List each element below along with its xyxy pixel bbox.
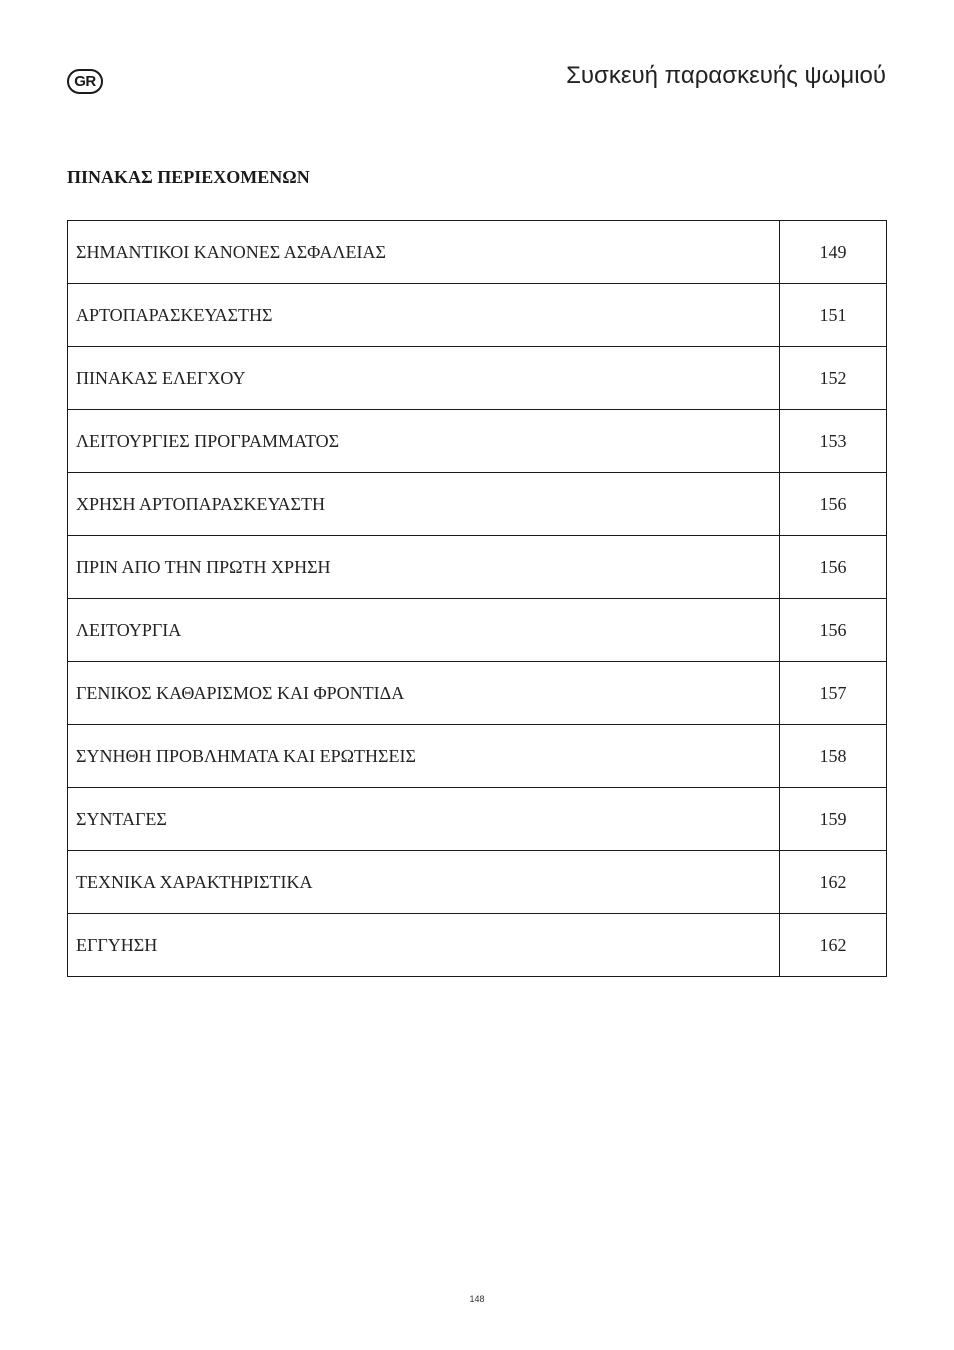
- document-title: Συσκευή παρασκευής ψωμιού: [566, 62, 886, 89]
- toc-entry-page: 156: [780, 536, 887, 599]
- toc-entry-title: ΤΕΧΝΙΚΑ ΧΑΡΑΚΤΗΡΙΣΤΙΚΑ: [68, 851, 780, 914]
- toc-entry-title: ΠΙΝΑΚΑΣ ΕΛΕΓΧΟΥ: [68, 347, 780, 410]
- toc-entry-title: ΓΕΝΙΚΟΣ ΚΑΘΑΡΙΣΜΟΣ ΚΑΙ ΦΡΟΝΤΙΔΑ: [68, 662, 780, 725]
- toc-row: [68, 914, 887, 977]
- toc-entry-page: 156: [780, 473, 887, 536]
- toc-row: [68, 662, 887, 725]
- toc-entry-title: ΑΡΤΟΠΑΡΑΣΚΕΥΑΣΤΗΣ: [68, 284, 780, 347]
- toc-entry-page: 153: [780, 410, 887, 473]
- toc-table: [67, 220, 887, 977]
- toc-entry-title: ΣΥΝΤΑΓΕΣ: [68, 788, 780, 851]
- toc-row: [68, 536, 887, 599]
- toc-entry-page: 158: [780, 725, 887, 788]
- toc-row: [68, 725, 887, 788]
- toc-entry-title: ΣΗΜΑΝΤΙΚΟΙ ΚΑΝΟΝΕΣ ΑΣΦΑΛΕΙΑΣ: [68, 221, 780, 284]
- toc-entry-page: 157: [780, 662, 887, 725]
- toc-entry-title: ΧΡΗΣΗ ΑΡΤΟΠΑΡΑΣΚΕΥΑΣΤΗ: [68, 473, 780, 536]
- toc-entry-page: 159: [780, 788, 887, 851]
- toc-entry-page: 156: [780, 599, 887, 662]
- language-badge: [67, 69, 103, 94]
- toc-entry-page: 162: [780, 914, 887, 977]
- page-number: 148: [469, 1294, 485, 1304]
- toc-entry-page: 152: [780, 347, 887, 410]
- toc-entry-page: 162: [780, 851, 887, 914]
- toc-entry-page: 151: [780, 284, 887, 347]
- toc-entry-title: ΕΓΓΥΗΣΗ: [68, 914, 780, 977]
- toc-entry-title: ΣΥΝΗΘΗ ΠΡΟΒΛΗΜΑΤΑ ΚΑΙ ΕΡΩΤΗΣΕΙΣ: [68, 725, 780, 788]
- toc-heading: ΠΙΝΑΚΑΣ ΠΕΡΙΕΧΟΜΕΝΩΝ: [67, 167, 310, 187]
- language-badge-label: GR: [74, 73, 96, 90]
- toc-row: [68, 284, 887, 347]
- toc-row: [68, 347, 887, 410]
- toc-row: [68, 851, 887, 914]
- toc-entry-title: ΛΕΙΤΟΥΡΓΙΑ: [68, 599, 780, 662]
- toc-entry-title: ΠΡΙΝ ΑΠΟ ΤΗΝ ΠΡΩΤΗ ΧΡΗΣΗ: [68, 536, 780, 599]
- toc-row: [68, 788, 887, 851]
- toc-row: [68, 599, 887, 662]
- toc-entry-title: ΛΕΙΤΟΥΡΓΙΕΣ ΠΡΟΓΡΑΜΜΑΤΟΣ: [68, 410, 780, 473]
- toc-row: [68, 410, 887, 473]
- toc-row: [68, 221, 887, 284]
- toc-row: [68, 473, 887, 536]
- toc-entry-page: 149: [780, 221, 887, 284]
